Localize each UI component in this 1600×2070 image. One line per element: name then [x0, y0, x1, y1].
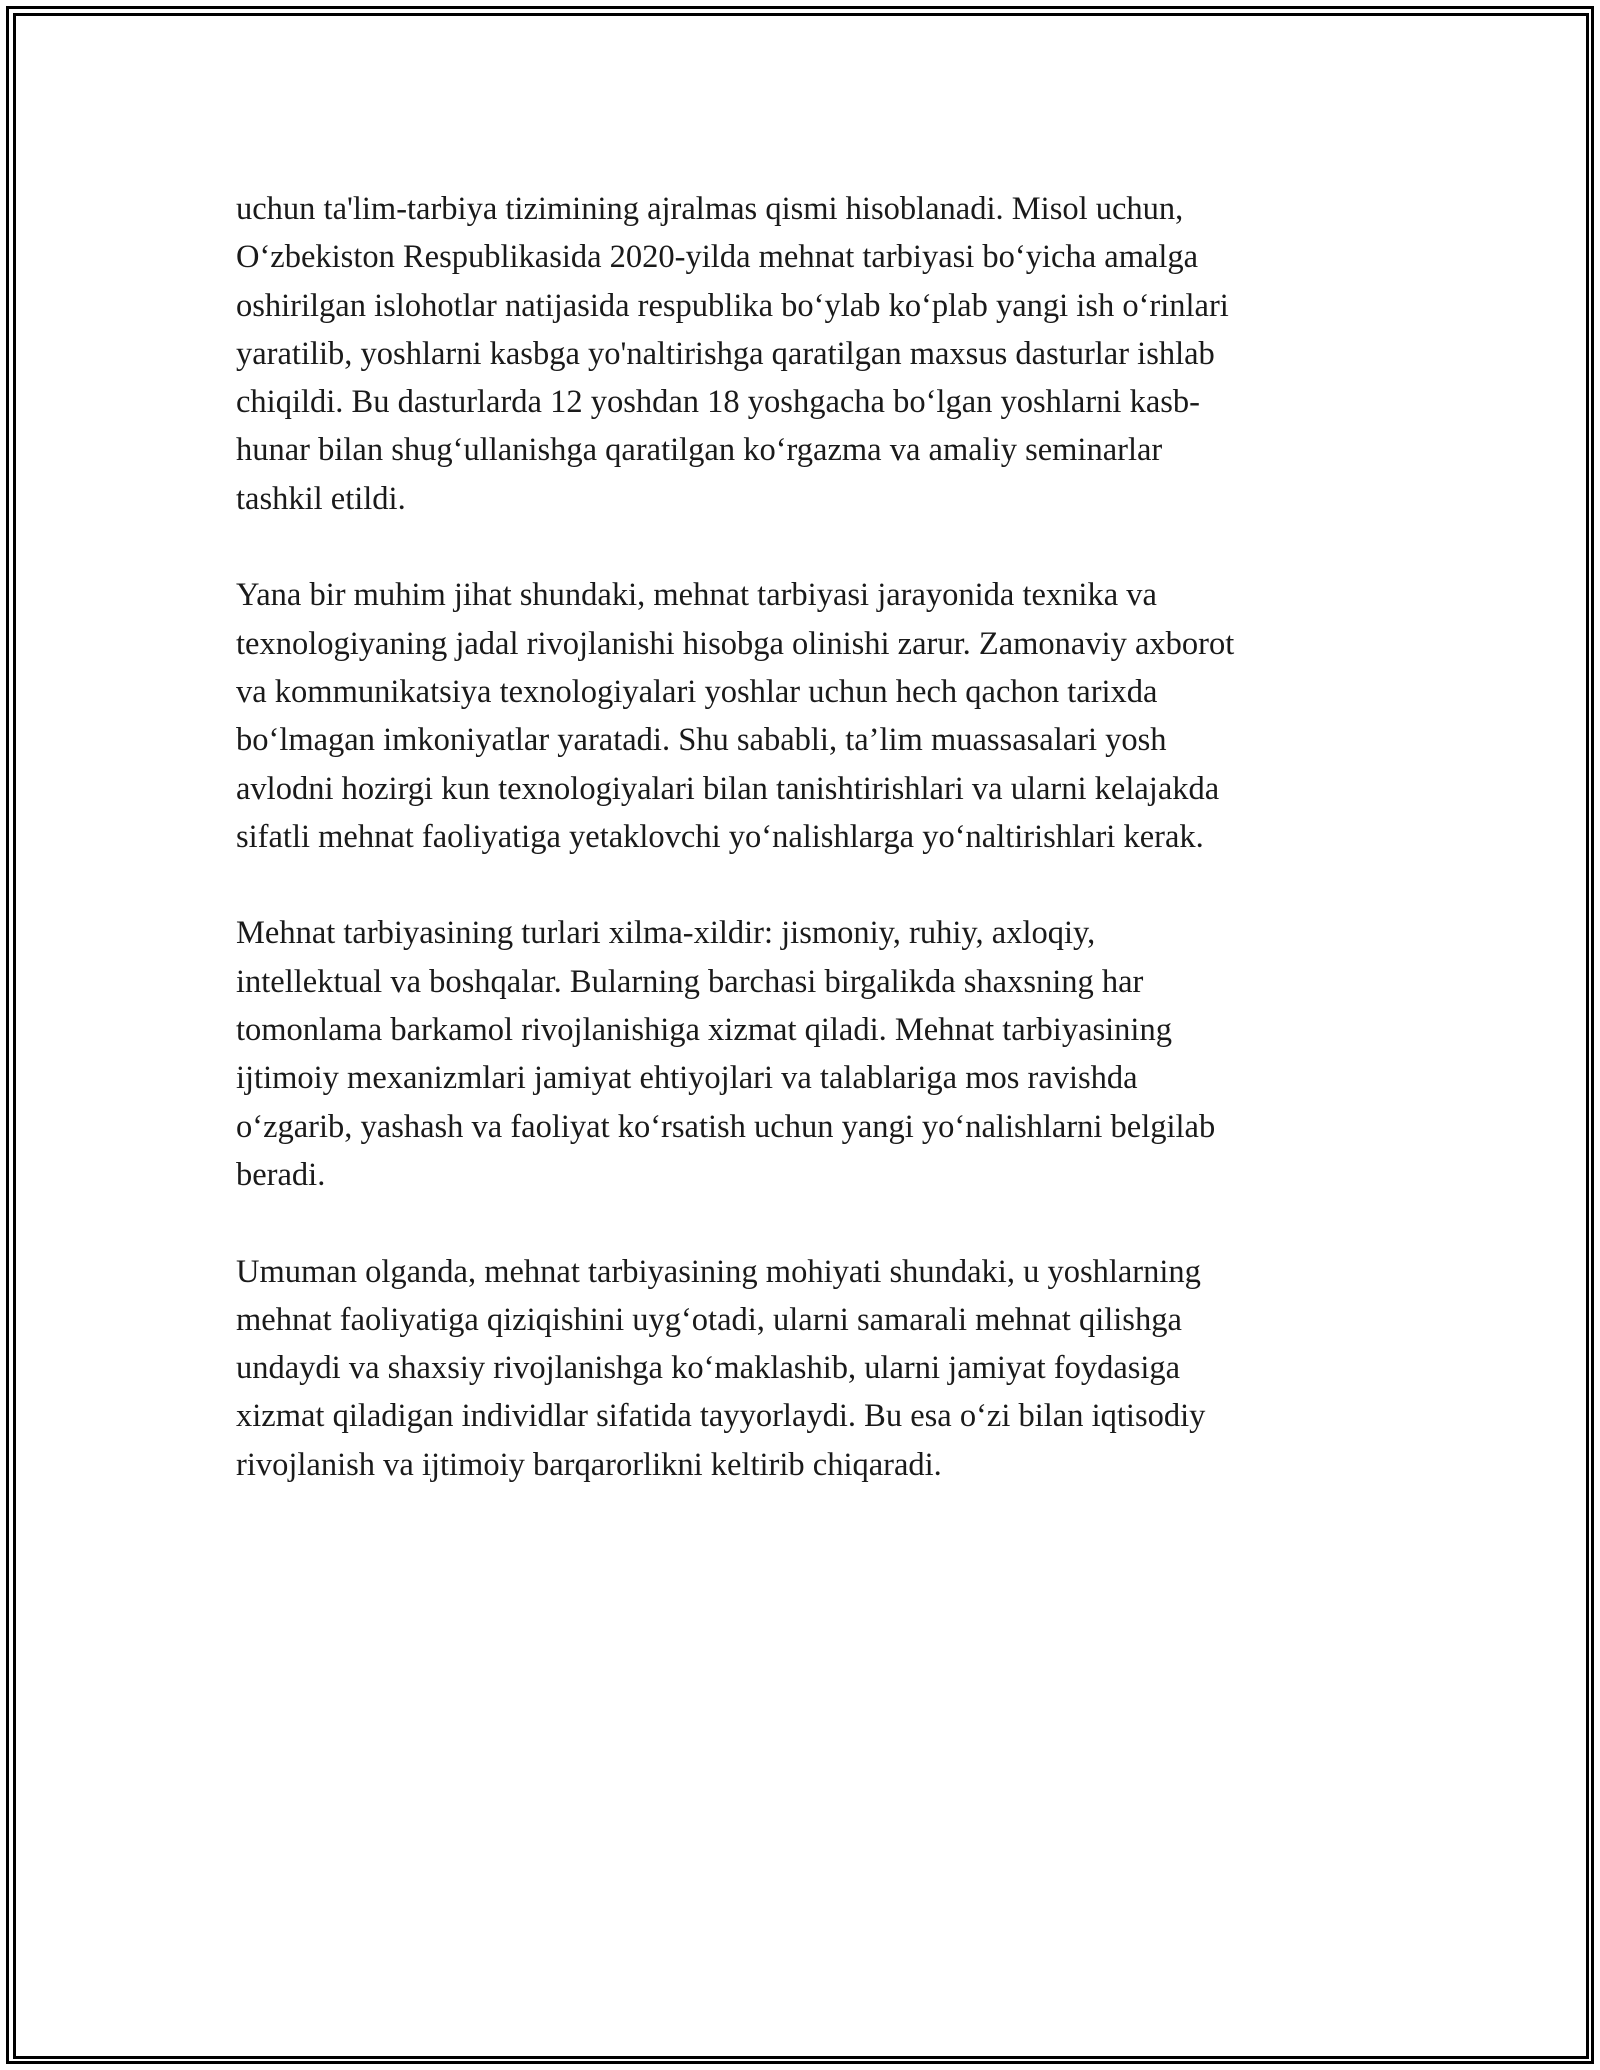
paragraph-1	[236, 185, 1376, 523]
text-line: hunar bilan shug‘ullanishga qaratilgan ko‘rgazma va amaliy seminarlar	[236, 432, 1163, 469]
text-line: avlodni hozirgi kun texnologiyalari bilan tanishtirishlari va ularni kelajakda	[236, 770, 1220, 807]
text-line: texnologiyaning jadal rivojlanishi hisobga olinishi zarur. Zamonaviy axborot	[236, 625, 1235, 662]
paragraph-2	[236, 571, 1376, 861]
text-line: O‘zbekiston Respublikasida 2020-yilda mehnat tarbiyasi bo‘yicha amalga	[236, 239, 1199, 276]
text-line: o‘zgarib, yashash va faoliyat ko‘rsatish uchun yangi yo‘nalishlarni belgilab	[236, 1108, 1216, 1145]
text-line: xizmat qiladigan individlar sifatida tayyorlaydi. Bu esa o‘zi bilan iqtisodiy	[236, 1398, 1206, 1435]
text-line: oshirilgan islohotlar natijasida respublika bo‘ylab ko‘plab yangi ish o‘rinlari	[236, 287, 1229, 324]
text-line: rivojlanish va ijtimoiy barqarorlikni keltirib chiqaradi.	[236, 1446, 942, 1483]
text-line: tomonlama barkamol rivojlanishiga xizmat qiladi. Mehnat tarbiyasining	[236, 1012, 1172, 1049]
text-line: Mehnat tarbiyasining turlari xilma-xildir: jismoniy, ruhiy, axloqiy,	[236, 915, 1096, 952]
text-line: bo‘lmagan imkoniyatlar yaratadi. Shu sababli, ta’lim muassasalari yosh	[236, 722, 1167, 759]
text-line: sifatli mehnat faoliyatiga yetaklovchi yo‘nalishlarga yo‘naltirishlari kerak.	[236, 818, 1204, 855]
paragraph-4	[236, 1248, 1376, 1489]
text-line: ijtimoiy mexanizmlari jamiyat ehtiyojlari va talablariga mos ravishda	[236, 1060, 1138, 1097]
text-line: beradi.	[236, 1156, 326, 1193]
text-line: Yana bir muhim jihat shundaki, mehnat tarbiyasi jarayonida texnika va	[236, 577, 1157, 614]
text-line: tashkil etildi.	[236, 480, 406, 517]
text-line: uchun ta'lim-tarbiya tizimining ajralmas qismi hisoblanadi. Misol uchun,	[236, 191, 1184, 227]
text-line: mehnat faoliyatiga qiziqishini uyg‘otadi, ularni samarali mehnat qilishga	[236, 1301, 1182, 1338]
text-line: Umuman olganda, mehnat tarbiyasining mohiyati shundaki, u yoshlarning	[236, 1253, 1201, 1290]
paragraph-3	[236, 909, 1376, 1199]
text-line: yaratilib, yoshlarni kasbga yo'naltirishga qaratilgan maxsus dasturlar ishlab	[236, 335, 1215, 372]
text-line: chiqildi. Bu dasturlarda 12 yoshdan 18 yoshgacha bo‘lgan yoshlarni kasb-	[236, 384, 1200, 421]
text-line: intellektual va boshqalar. Bularning barchasi birgalikda shaxsning har	[236, 963, 1144, 1000]
text-line: undaydi va shaxsiy rivojlanishga ko‘maklashib, ularni jamiyat foydasiga	[236, 1350, 1181, 1387]
text-line: va kommunikatsiya texnologiyalari yoshlar uchun hech qachon tarixda	[236, 673, 1158, 710]
document-body	[236, 185, 1376, 1537]
